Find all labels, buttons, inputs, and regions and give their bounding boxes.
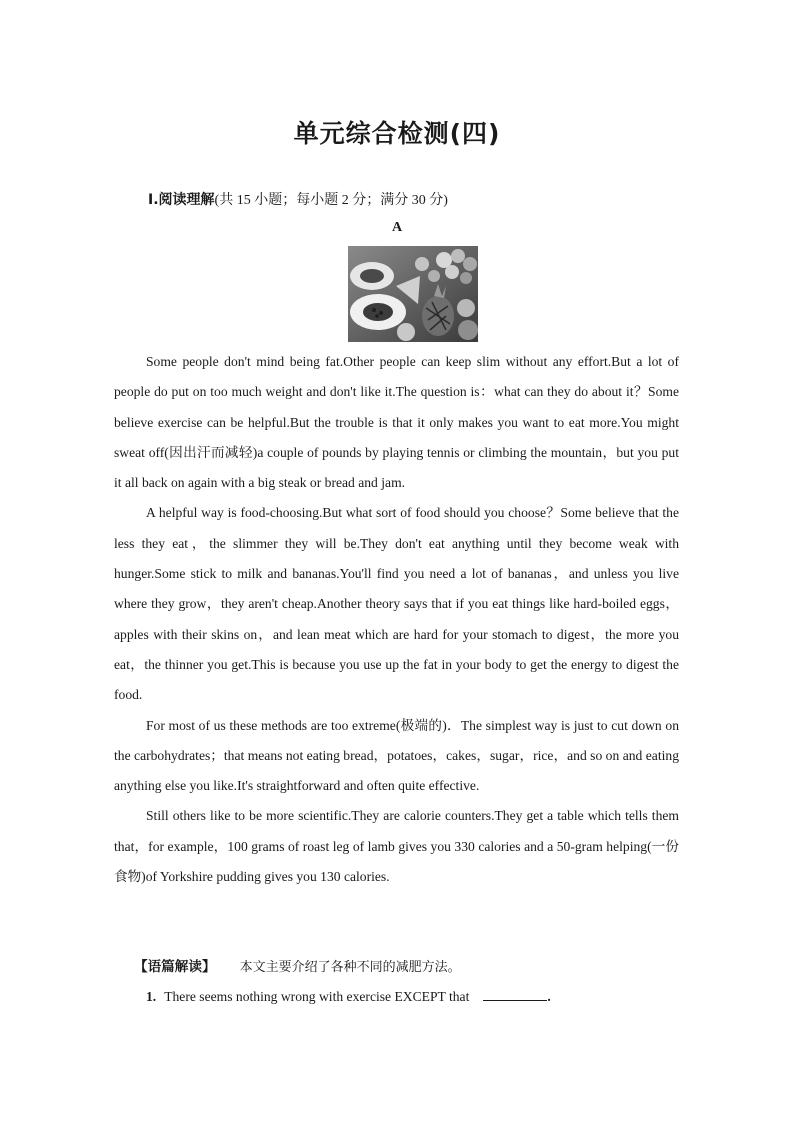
passage-letter: A <box>391 220 403 235</box>
fruit-photo-graphic <box>348 246 478 342</box>
fruit-photo <box>348 246 478 342</box>
section-heading <box>148 189 448 209</box>
passage-paragraph: Still others like to be more scientific.They are calorie counters.They get a table which tells them that，for example，100 grams of roast leg of lamb gives you 330 calories and a 50-gram helping(一份食物)of Yorkshire pudding gives you 130 calories. <box>114 808 679 885</box>
passage-paragraph: A helpful way is food-choosing.But what sort of food should you choose？Some believe that the less they eat，the slimmer they will be.They don't eat anything until they become weak with hunger.Some stick to milk and bananas.You'll find you need a lot of bananas，and unless you live where they grow，they aren't cheap.Another theory says that if you eat things like hard-boiled eggs，apples with their skins on，and lean meat which are hard for your stomach to digest，the more you eat，the thinner you get.This is because you use up the fat in your body to get the energy to digest the food. <box>114 505 679 703</box>
question-stem: There seems nothing wrong with exercise EXCEPT that <box>164 989 470 1004</box>
page-title: 单元综合检测(四) <box>293 119 501 148</box>
question-end-mark: . <box>547 989 551 1004</box>
passage-body <box>114 347 679 892</box>
question-item <box>146 986 551 1005</box>
note-text: 本文主要介绍了各种不同的减肥方法。 <box>239 960 461 975</box>
section-scoring-rule: (共 15 小题；每小题 2 分；满分 30 分) <box>214 193 448 208</box>
passage-paragraph: For most of us these methods are too extreme(极端的)．The simplest way is just to cut down on the carbohydrates；that means not eating bread，potatoes，cakes，sugar，rice，and so on and eating anything else you like.It's straightforward and often quite effective. <box>114 717 679 794</box>
note-label: 【语篇解读】 <box>134 959 216 975</box>
passage-paragraph: Some people don't mind being fat.Other people can keep slim without any effort.But a lot of people do put on too much weight and don't like it.The question is：what can they do about it？Some believe exercise can be helpful.But the trouble is that it only makes you want to eat more.You might sweat off(因出汗而减轻)a couple of pounds by playing tennis or climbing the mountain，but you put it all back on again with a big steak or bread and jam. <box>114 354 679 491</box>
passage-analysis-note <box>134 955 461 975</box>
question-number: 1. <box>146 989 157 1004</box>
answer-blank <box>483 986 547 1001</box>
section-label: Ⅰ.阅读理解 <box>148 192 215 208</box>
